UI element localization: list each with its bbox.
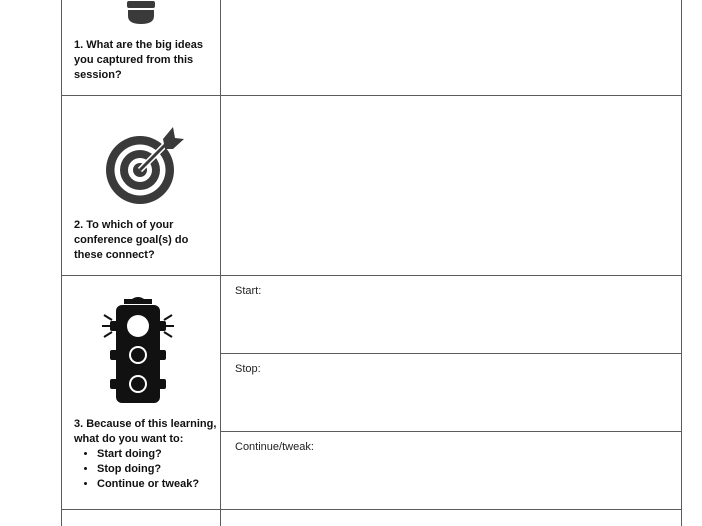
start-field-label: Start:: [235, 285, 262, 297]
answer-area-2[interactable]: [221, 96, 681, 275]
table-right-border: [681, 0, 682, 526]
question-3-text: [74, 417, 219, 492]
bullet-stop-doing: • Stop doing?: [97, 462, 219, 477]
stop-field[interactable]: [221, 354, 681, 431]
question-3-bullet-list: [74, 447, 219, 492]
answer-area-4[interactable]: [221, 510, 681, 526]
bullet-start-doing: • Start doing?: [97, 447, 219, 462]
question-3-prompt: 3. Because of this learning, what do you want to:: [74, 418, 217, 445]
answer-area-1[interactable]: [221, 0, 681, 95]
reflection-worksheet: [61, 0, 682, 526]
question-2-text: 2. To which of your conference goal(s) do these connect?: [74, 219, 189, 261]
start-field[interactable]: [221, 276, 681, 353]
target-icon: [103, 127, 185, 207]
lightbulb-icon: [126, 0, 156, 26]
traffic-light-icon: [102, 295, 174, 405]
continue-tweak-field-label: Continue/tweak:: [235, 441, 314, 453]
question-1-text: 1. What are the big ideas you captured from this session?: [74, 39, 203, 81]
stop-field-label: Stop:: [235, 363, 261, 375]
table-left-border: [61, 0, 62, 526]
bullet-continue-or-tweak: • Continue or tweak?: [97, 477, 219, 492]
